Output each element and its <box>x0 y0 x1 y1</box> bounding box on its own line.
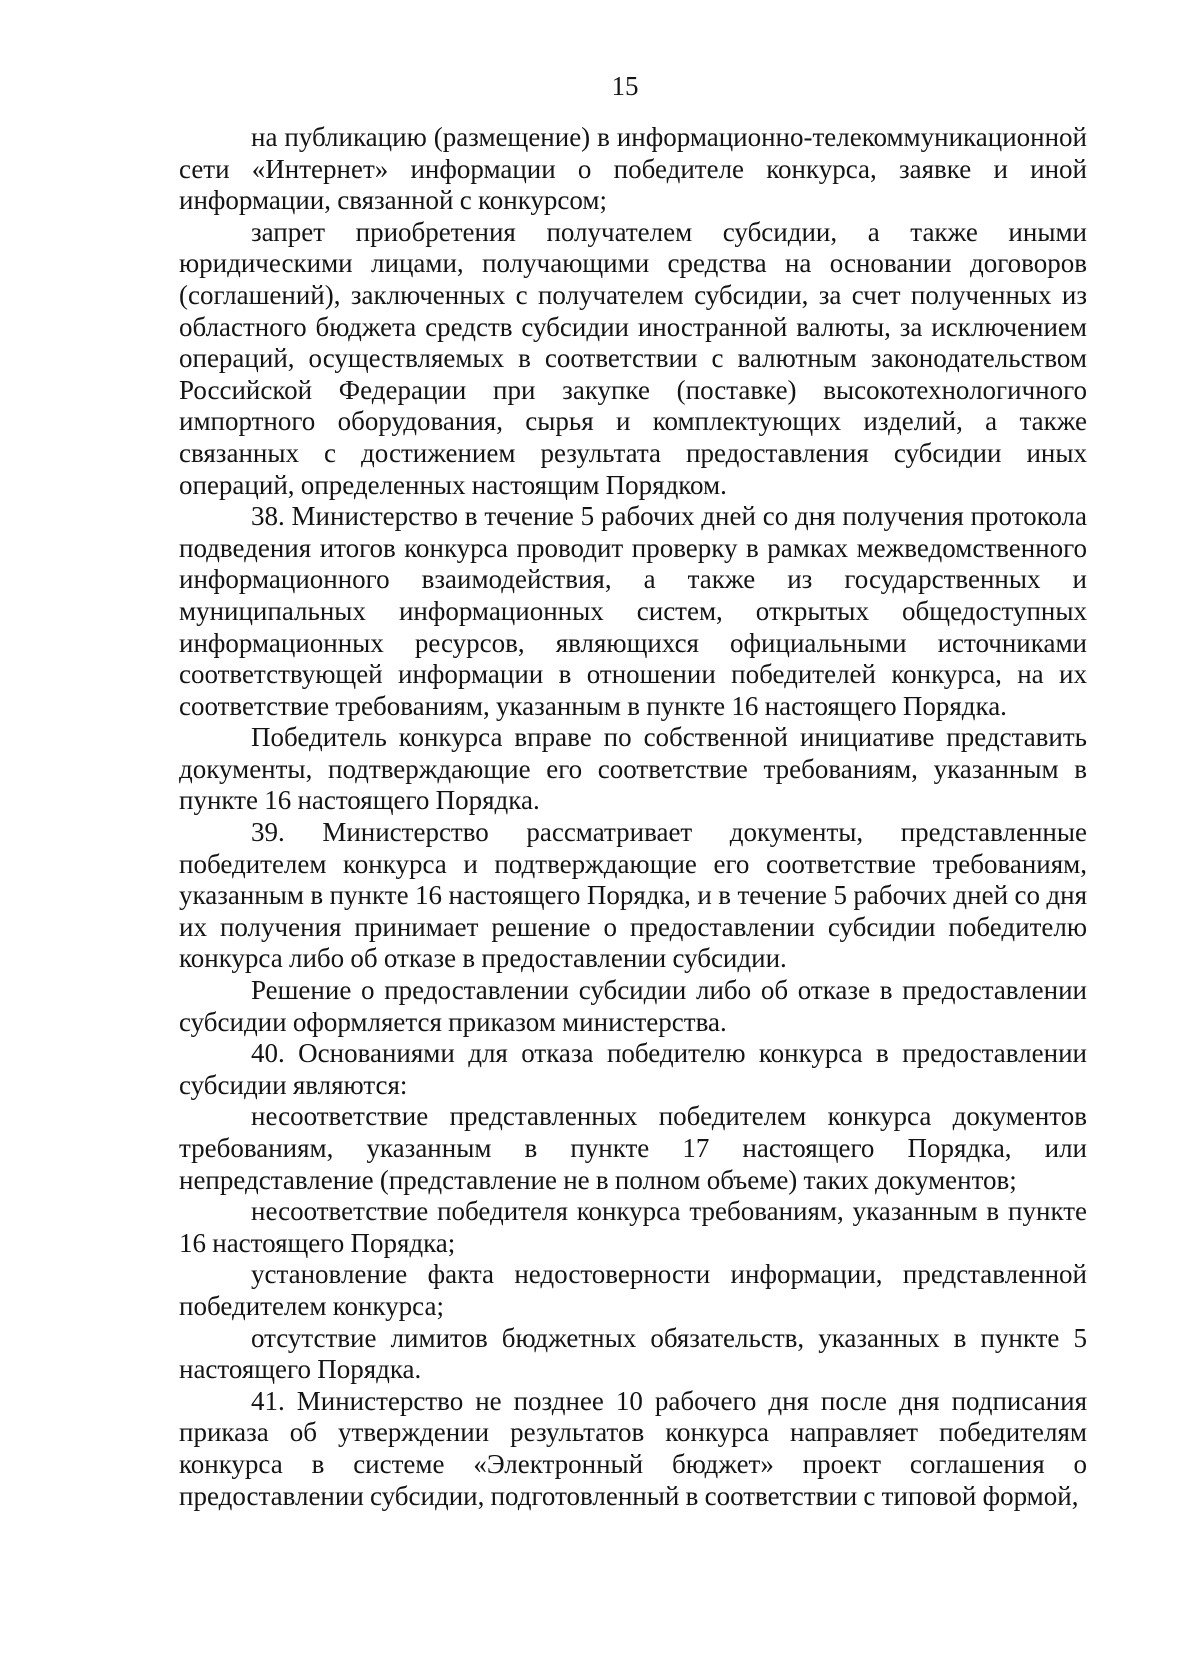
paragraph-currency-prohibition: запрет приобретения получателем субсидии, а также иными юридическими лицами, получающими средства на основании договоров (соглашений), заключенных с получателем субсидии, за счет полученных из областного бюджета средств субсидии иностранной валюты, за исключением операций, осуществляемых в соответствии с валютным законодательством Российской Федерации при закупке (поставке) высокотехнологичного импортного оборудования, сырья и комплектующих изделий, а также связанных с достижением результата предоставления субсидии иных операций, определенных настоящим Порядком. <box>179 216 1087 500</box>
paragraph-winner-documents: Победитель конкурса вправе по собственной инициативе представить документы, подтверждающие его соответствие требованиям, указанным в пункте 16 настоящего Порядка. <box>179 722 1087 816</box>
paragraph-clause-41: 41. Министерство не позднее 10 рабочего дня после дня подписания приказа об утверждении результатов конкурса направляет победителям конкурса в системе «Электронный бюджет» проект соглашения о предоставлении субсидии, подготовленный в соответствии с типовой формой, <box>179 1385 1087 1511</box>
paragraph-clause-40: 40. Основаниями для отказа победителю конкурса в предоставлении субсидии являются: <box>179 1038 1087 1100</box>
paragraph-refusal-limits: отсутствие лимитов бюджетных обязательств, указанных в пункте 5 настоящего Порядка. <box>179 1322 1087 1385</box>
paragraph-refusal-false-info: установление факта недостоверности информации, представленной победителем конкурса; <box>179 1259 1087 1321</box>
paragraph-decision-order: Решение о предоставлении субсидии либо об отказе в предоставлении субсидии оформляется приказом министерства. <box>179 975 1087 1037</box>
paragraph-clause-39: 39. Министерство рассматривает документы, представленные победителем конкурса и подтверждающие его соответствие требованиям, указанным в пункте 16 настоящего Порядка, и в течение 5 рабочих дней со дня их получения принимает решение о предоставлении субсидии победителю конкурса либо об отказе в предоставлении субсидии. <box>179 817 1087 974</box>
paragraph-publication-consent: на публикацию (размещение) в информационно-телекоммуникационной сети «Интернет» информации о победителе конкурса, заявке и иной информации, связанной с конкурсом; <box>179 122 1087 216</box>
document-body <box>179 122 1087 1512</box>
page-number: 15 <box>611 71 639 101</box>
paragraph-clause-38: 38. Министерство в течение 5 рабочих дней со дня получения протокола подведения итогов конкурса проводит проверку в рамках межведомственного информационного взаимодействия, а также из государственных и муниципальных информационных систем, открытых общедоступных информационных ресурсов, являющихся официальными источниками соответствующей информации в отношении победителей конкурса, на их соответствие требованиям, указанным в пункте 16 настоящего Порядка. <box>179 501 1087 721</box>
paragraph-refusal-requirements: несоответствие победителя конкурса требованиям, указанным в пункте 16 настоящего Порядка; <box>179 1196 1087 1258</box>
paragraph-refusal-documents: несоответствие представленных победителем конкурса документов требованиям, указанным в пункте 17 настоящего Порядка, или непредставление (представление не в полном объеме) таких документов; <box>179 1101 1087 1195</box>
